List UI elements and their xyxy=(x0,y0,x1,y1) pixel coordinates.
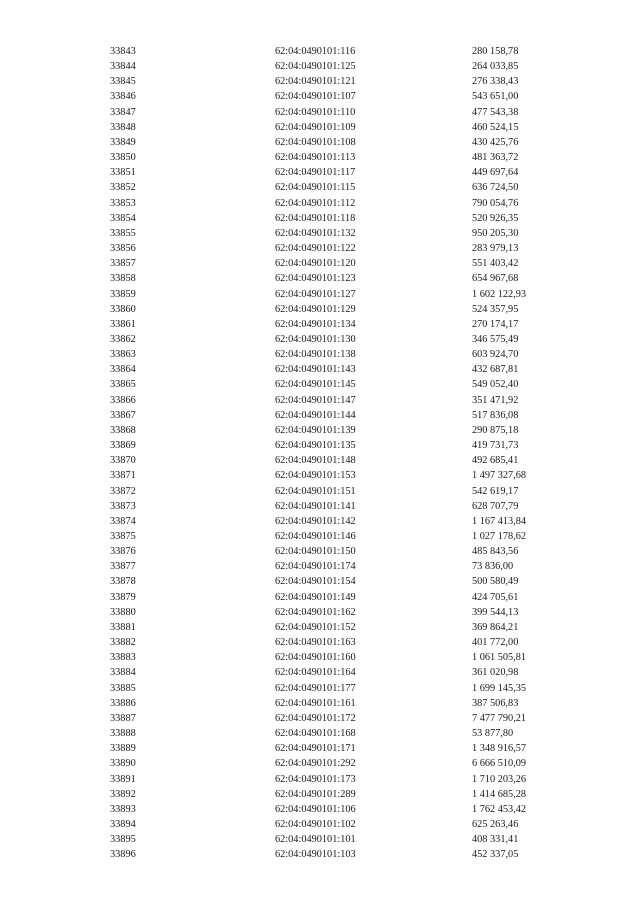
cadastral-value: 280 158,78 xyxy=(472,46,519,57)
row-number: 33877 xyxy=(110,561,136,573)
cadastral-value: 346 575,49 xyxy=(472,333,519,345)
row-number: 33858 xyxy=(110,273,136,285)
cadastral-number: 62:04:0490101:153 xyxy=(275,470,356,482)
cadastral-number: 62:04:0490101:107 xyxy=(275,91,356,103)
cadastral-number: 62:04:0490101:147 xyxy=(275,394,356,406)
cadastral-value: 53 877,80 xyxy=(472,728,514,740)
table-row xyxy=(110,165,562,180)
row-number: 33870 xyxy=(110,455,136,467)
cadastral-number: 62:04:0490101:173 xyxy=(275,773,356,785)
row-number: 33852 xyxy=(110,182,136,194)
table-row xyxy=(110,620,562,635)
cadastral-number: 62:04:0490101:152 xyxy=(275,621,356,633)
cadastral-value: 351 471,92 xyxy=(472,394,519,406)
row-number: 33853 xyxy=(110,197,136,209)
cadastral-number: 62:04:0490101:142 xyxy=(275,515,356,527)
table-row xyxy=(110,302,562,317)
table-row xyxy=(110,787,562,802)
cadastral-number: 62:04:0490101:289 xyxy=(275,788,356,800)
cadastral-number: 62:04:0490101:106 xyxy=(275,803,356,815)
table-row xyxy=(110,832,562,847)
table-row xyxy=(110,574,562,589)
cadastral-number: 62:04:0490101:101 xyxy=(275,834,356,846)
cadastral-number: 62:04:0490101:103 xyxy=(275,849,356,861)
cadastral-number: 62:04:0490101:146 xyxy=(275,531,356,542)
row-number: 33875 xyxy=(110,531,136,542)
cadastral-number: 62:04:0490101:130 xyxy=(275,333,356,345)
row-number: 33873 xyxy=(110,500,136,512)
table-row xyxy=(110,453,562,468)
row-number: 33889 xyxy=(110,743,136,755)
cadastral-number: 62:04:0490101:110 xyxy=(275,106,356,118)
cadastral-number: 62:04:0490101:177 xyxy=(275,682,356,694)
table-row xyxy=(110,423,562,438)
row-number: 33854 xyxy=(110,212,136,224)
cadastral-value: 628 707,79 xyxy=(472,500,519,512)
cadastral-value: 524 357,95 xyxy=(472,303,519,315)
cadastral-value: 1 497 327,68 xyxy=(472,470,527,482)
cadastral-number: 62:04:0490101:102 xyxy=(275,818,356,830)
cadastral-value: 387 506,83 xyxy=(472,697,519,709)
cadastral-value: 1 027 178,62 xyxy=(472,531,527,542)
row-number: 33878 xyxy=(110,576,136,588)
table-row xyxy=(110,559,562,574)
cadastral-value: 408 331,41 xyxy=(472,834,519,846)
row-number: 33879 xyxy=(110,591,136,603)
row-number: 33855 xyxy=(110,227,136,239)
cadastral-number: 62:04:0490101:171 xyxy=(275,743,356,755)
cadastral-number: 62:04:0490101:141 xyxy=(275,500,356,512)
row-number: 33864 xyxy=(110,364,136,376)
cadastral-value: 432 687,81 xyxy=(472,364,519,376)
table-row xyxy=(110,211,562,226)
cadastral-value: 950 205,30 xyxy=(472,227,519,239)
cadastral-value: 485 843,56 xyxy=(472,546,519,558)
cadastral-value: 1 414 685,28 xyxy=(472,788,527,800)
table-row xyxy=(110,74,562,89)
table-row xyxy=(110,44,562,59)
cadastral-value: 1 348 916,57 xyxy=(472,743,527,755)
cadastral-value: 419 731,73 xyxy=(472,440,519,452)
table-row xyxy=(110,105,562,120)
table-row xyxy=(110,468,562,483)
row-number: 33844 xyxy=(110,61,136,73)
table-row xyxy=(110,135,562,150)
row-number: 33865 xyxy=(110,379,136,391)
table-row xyxy=(110,120,562,135)
table-row xyxy=(110,347,562,362)
row-number: 33863 xyxy=(110,349,136,361)
row-number: 33892 xyxy=(110,788,136,800)
row-number: 33856 xyxy=(110,243,136,255)
table-row xyxy=(110,772,562,787)
cadastral-number: 62:04:0490101:108 xyxy=(275,136,356,148)
row-number: 33881 xyxy=(110,621,136,633)
row-number: 33860 xyxy=(110,303,136,315)
cadastral-value: 449 697,64 xyxy=(472,167,519,179)
cadastral-number: 62:04:0490101:164 xyxy=(275,667,356,679)
table-row xyxy=(110,89,562,104)
cadastral-number: 62:04:0490101:115 xyxy=(275,182,356,194)
table-row xyxy=(110,196,562,211)
row-number: 33849 xyxy=(110,136,136,148)
cadastral-number: 62:04:0490101:161 xyxy=(275,697,356,709)
cadastral-value: 361 020,98 xyxy=(472,667,519,679)
cadastral-value: 73 836,00 xyxy=(472,561,514,573)
row-number: 33872 xyxy=(110,485,136,497)
row-number: 33862 xyxy=(110,333,136,345)
row-number: 33882 xyxy=(110,637,136,649)
table-row xyxy=(110,711,562,726)
cadastral-value: 290 875,18 xyxy=(472,424,519,436)
row-number: 33869 xyxy=(110,440,136,452)
table-row xyxy=(110,438,562,453)
row-number: 33867 xyxy=(110,409,136,421)
cadastral-value: 424 705,61 xyxy=(472,591,519,603)
table-row xyxy=(110,484,562,499)
row-number: 33848 xyxy=(110,121,136,133)
cadastral-number: 62:04:0490101:292 xyxy=(275,758,356,770)
cadastral-value: 401 772,00 xyxy=(472,637,519,649)
row-number: 33866 xyxy=(110,394,136,406)
cadastral-number: 62:04:0490101:150 xyxy=(275,546,356,558)
cadastral-value: 7 477 790,21 xyxy=(472,712,527,724)
cadastral-number: 62:04:0490101:148 xyxy=(275,455,356,467)
row-number: 33880 xyxy=(110,606,136,618)
cadastral-value: 625 263,46 xyxy=(472,818,519,830)
table-row xyxy=(110,802,562,817)
table-row xyxy=(110,408,562,423)
table-row xyxy=(110,590,562,605)
table-row xyxy=(110,817,562,832)
table-row xyxy=(110,271,562,286)
cadastral-value: 1 699 145,35 xyxy=(472,682,527,694)
row-number: 33885 xyxy=(110,682,136,694)
cadastral-value: 1 602 122,93 xyxy=(472,288,527,300)
cadastral-value: 481 363,72 xyxy=(472,152,519,164)
cadastral-number: 62:04:0490101:109 xyxy=(275,121,356,133)
cadastral-number: 62:04:0490101:145 xyxy=(275,379,356,391)
cadastral-value: 1 167 413,84 xyxy=(472,515,527,527)
row-number: 33883 xyxy=(110,652,136,664)
cadastral-number: 62:04:0490101:116 xyxy=(275,46,356,57)
row-number: 33890 xyxy=(110,758,136,770)
cadastral-value: 6 666 510,09 xyxy=(472,758,527,770)
cadastral-value: 1 762 453,42 xyxy=(472,803,527,815)
table-row xyxy=(110,756,562,771)
cadastral-value: 654 967,68 xyxy=(472,273,519,285)
cadastral-value: 477 543,38 xyxy=(472,106,519,118)
table-row xyxy=(110,287,562,302)
cadastral-number: 62:04:0490101:168 xyxy=(275,728,356,740)
cadastral-number: 62:04:0490101:160 xyxy=(275,652,356,664)
table-row xyxy=(110,362,562,377)
row-number: 33891 xyxy=(110,773,136,785)
cadastral-value: 517 836,08 xyxy=(472,409,519,421)
cadastral-value: 460 524,15 xyxy=(472,121,519,133)
cadastral-number: 62:04:0490101:144 xyxy=(275,409,356,421)
table-row xyxy=(110,514,562,529)
row-number: 33851 xyxy=(110,167,136,179)
table-row xyxy=(110,241,562,256)
cadastral-value: 430 425,76 xyxy=(472,136,519,148)
row-number: 33861 xyxy=(110,318,136,330)
row-number: 33847 xyxy=(110,106,136,118)
cadastral-value: 276 338,43 xyxy=(472,76,519,88)
row-number: 33857 xyxy=(110,258,136,270)
table-row xyxy=(110,150,562,165)
row-number: 33888 xyxy=(110,728,136,740)
table-row xyxy=(110,650,562,665)
cadastral-value: 543 651,00 xyxy=(472,91,519,103)
table-row xyxy=(110,180,562,195)
cadastral-value: 551 403,42 xyxy=(472,258,519,270)
table-row xyxy=(110,393,562,408)
table-row xyxy=(110,499,562,514)
cadastral-number: 62:04:0490101:113 xyxy=(275,152,356,164)
row-number: 33874 xyxy=(110,515,136,527)
table-row xyxy=(110,681,562,696)
cadastral-number: 62:04:0490101:120 xyxy=(275,258,356,270)
cadastral-number: 62:04:0490101:121 xyxy=(275,76,356,88)
row-number: 33845 xyxy=(110,76,136,88)
table-row xyxy=(110,665,562,680)
cadastral-number: 62:04:0490101:151 xyxy=(275,485,356,497)
cadastral-number: 62:04:0490101:149 xyxy=(275,591,356,603)
table-row xyxy=(110,696,562,711)
cadastral-value-table xyxy=(110,44,562,862)
cadastral-value: 1 710 203,26 xyxy=(472,773,527,785)
cadastral-value: 603 924,70 xyxy=(472,349,519,361)
cadastral-number: 62:04:0490101:134 xyxy=(275,318,356,330)
cadastral-number: 62:04:0490101:122 xyxy=(275,243,356,255)
cadastral-number: 62:04:0490101:172 xyxy=(275,712,356,724)
row-number: 33843 xyxy=(110,46,136,57)
table-row xyxy=(110,726,562,741)
cadastral-value: 399 544,13 xyxy=(472,606,519,618)
cadastral-number: 62:04:0490101:162 xyxy=(275,606,356,618)
cadastral-value: 264 033,85 xyxy=(472,61,519,73)
row-number: 33859 xyxy=(110,288,136,300)
cadastral-number: 62:04:0490101:138 xyxy=(275,349,356,361)
row-number: 33895 xyxy=(110,834,136,846)
row-number: 33850 xyxy=(110,152,136,164)
table-row xyxy=(110,635,562,650)
table-row xyxy=(110,605,562,620)
cadastral-value: 283 979,13 xyxy=(472,243,519,255)
row-number: 33896 xyxy=(110,849,136,861)
cadastral-number: 62:04:0490101:117 xyxy=(275,167,356,179)
cadastral-number: 62:04:0490101:127 xyxy=(275,288,356,300)
table-body xyxy=(110,44,562,862)
cadastral-value: 270 174,17 xyxy=(472,318,519,330)
cadastral-number: 62:04:0490101:135 xyxy=(275,440,356,452)
table-row xyxy=(110,741,562,756)
cadastral-value: 369 864,21 xyxy=(472,621,519,633)
table-row xyxy=(110,317,562,332)
cadastral-number: 62:04:0490101:125 xyxy=(275,61,356,73)
cadastral-value: 452 337,05 xyxy=(472,849,519,861)
cadastral-value: 542 619,17 xyxy=(472,485,519,497)
table-row xyxy=(110,529,562,544)
cadastral-value: 790 054,76 xyxy=(472,197,519,209)
row-number: 33876 xyxy=(110,546,136,558)
cadastral-value: 636 724,50 xyxy=(472,182,519,194)
cadastral-number: 62:04:0490101:123 xyxy=(275,273,356,285)
cadastral-number: 62:04:0490101:163 xyxy=(275,637,356,649)
cadastral-value: 549 052,40 xyxy=(472,379,519,391)
table-row xyxy=(110,256,562,271)
cadastral-number: 62:04:0490101:132 xyxy=(275,227,356,239)
table-row xyxy=(110,544,562,559)
table-row xyxy=(110,332,562,347)
cadastral-value: 492 685,41 xyxy=(472,455,519,467)
cadastral-value: 520 926,35 xyxy=(472,212,519,224)
cadastral-value: 500 580,49 xyxy=(472,576,519,588)
table-row xyxy=(110,59,562,74)
row-number: 33894 xyxy=(110,818,136,830)
table-row xyxy=(110,377,562,392)
row-number: 33887 xyxy=(110,712,136,724)
cadastral-number: 62:04:0490101:143 xyxy=(275,364,356,376)
cadastral-number: 62:04:0490101:174 xyxy=(275,561,356,573)
cadastral-number: 62:04:0490101:112 xyxy=(275,197,356,209)
table-row xyxy=(110,226,562,241)
cadastral-number: 62:04:0490101:129 xyxy=(275,303,356,315)
table-row xyxy=(110,847,562,862)
row-number: 33868 xyxy=(110,424,136,436)
cadastral-value: 1 061 505,81 xyxy=(472,652,527,664)
cadastral-number: 62:04:0490101:139 xyxy=(275,424,356,436)
row-number: 33886 xyxy=(110,697,136,709)
row-number: 33893 xyxy=(110,803,136,815)
row-number: 33846 xyxy=(110,91,136,103)
cadastral-number: 62:04:0490101:118 xyxy=(275,212,356,224)
row-number: 33884 xyxy=(110,667,136,679)
row-number: 33871 xyxy=(110,470,136,482)
cadastral-number: 62:04:0490101:154 xyxy=(275,576,356,588)
